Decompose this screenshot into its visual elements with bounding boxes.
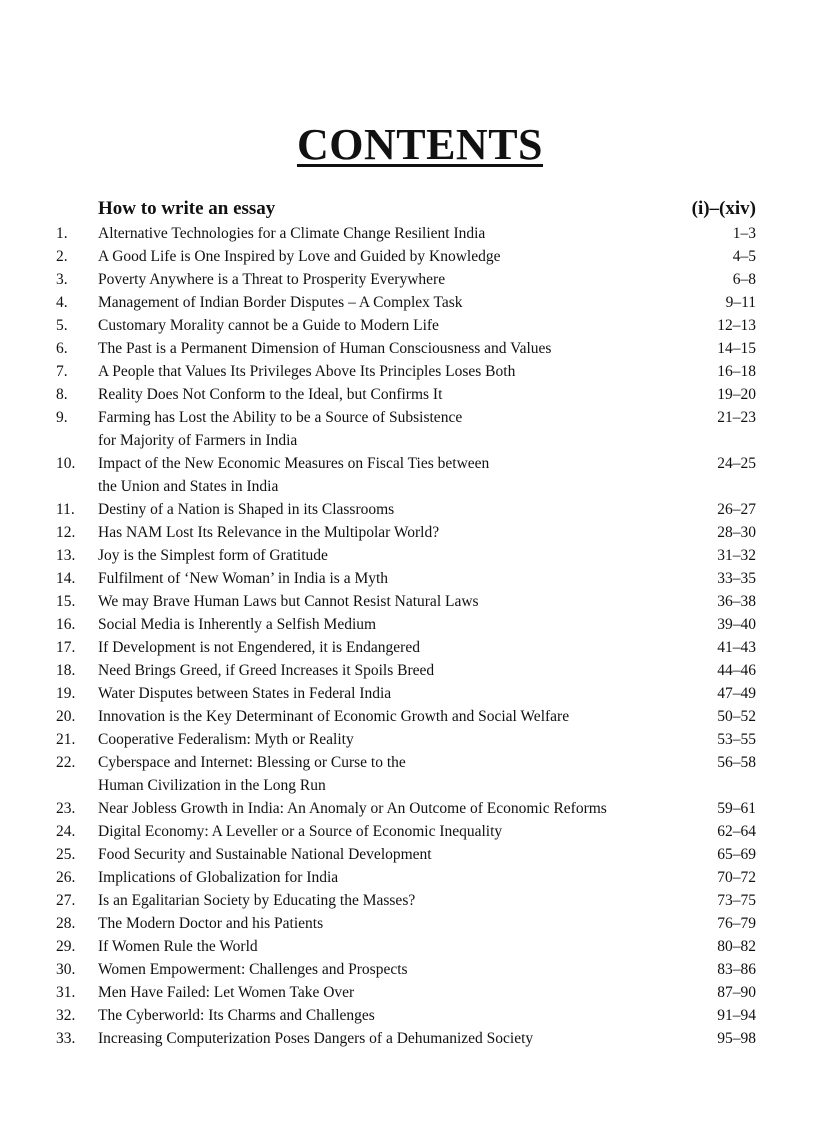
toc-entry-title	[98, 912, 666, 935]
toc-entry-title	[98, 314, 666, 337]
toc-entry-title	[98, 843, 666, 866]
toc-entry-title-line: Impact of the New Economic Measures on Fiscal Ties between	[98, 455, 490, 472]
toc-entry	[56, 406, 756, 452]
toc-entry-pages: 73–75	[717, 892, 756, 909]
toc-entry-number: 2.	[56, 248, 68, 265]
toc-entry-pages: 4–5	[732, 248, 756, 265]
toc-entry-title-line: We may Brave Human Laws but Cannot Resist Natural Laws	[98, 593, 479, 610]
toc-entry-title-line: If Development is not Engendered, it is Endangered	[98, 639, 420, 656]
toc-entry-number: 21.	[56, 731, 76, 748]
toc-entry	[56, 705, 756, 728]
toc-entry-pages: 87–90	[717, 984, 756, 1001]
toc-entry	[56, 383, 756, 406]
toc-entry-title	[98, 935, 666, 958]
toc-entry-number: 7.	[56, 363, 68, 380]
toc-entry-pages: 26–27	[717, 501, 756, 518]
toc-entry-title-line: Has NAM Lost Its Relevance in the Multipolar World?	[98, 524, 440, 541]
toc-entry-title-line: the Union and States in India	[98, 478, 279, 495]
toc-entry-title-line: Customary Morality cannot be a Guide to Modern Life	[98, 317, 439, 334]
toc-entry-number: 13.	[56, 547, 76, 564]
toc-entry	[56, 820, 756, 843]
toc-entry	[56, 337, 756, 360]
toc-entry-number: 24.	[56, 823, 76, 840]
toc-entry-number: 28.	[56, 915, 76, 932]
toc-entry-pages: 91–94	[717, 1007, 756, 1024]
toc-entry-title	[98, 820, 666, 843]
toc-entry	[56, 751, 756, 797]
toc-entry	[56, 613, 756, 636]
toc-entry-title	[98, 406, 666, 452]
toc-entry	[56, 728, 756, 751]
toc-entry-title	[98, 452, 666, 498]
toc-entry-pages: 95–98	[717, 1030, 756, 1047]
toc-entry	[56, 981, 756, 1004]
toc-entry-pages: 65–69	[717, 846, 756, 863]
toc-entry	[56, 659, 756, 682]
toc-entry-number: 14.	[56, 570, 76, 587]
toc-entry-title-line: If Women Rule the World	[98, 938, 258, 955]
toc-entry	[56, 682, 756, 705]
toc-entry-number: 17.	[56, 639, 76, 656]
toc-entry-title-line: Cyberspace and Internet: Blessing or Curse to the	[98, 754, 406, 771]
toc-entry-title-line: Management of Indian Border Disputes – A Complex Task	[98, 294, 463, 311]
toc-entry	[56, 958, 756, 981]
toc-entry-title-line: A People that Values Its Privileges Above Its Principles Loses Both	[98, 363, 516, 380]
toc-entry-title	[98, 567, 666, 590]
toc-entry-number: 33.	[56, 1030, 76, 1047]
toc-entry-number: 6.	[56, 340, 68, 357]
toc-entry-number: 32.	[56, 1007, 76, 1024]
toc-entry-pages: 59–61	[717, 800, 756, 817]
toc-entry-number: 3.	[56, 271, 68, 288]
toc-entry	[56, 935, 756, 958]
toc-entry-number: 1.	[56, 225, 68, 242]
toc-entry-list	[56, 222, 756, 1050]
toc-entry-pages: 21–23	[717, 409, 756, 426]
toc-entry	[56, 636, 756, 659]
toc-intro-pages: (i)–(xiv)	[691, 198, 756, 219]
toc-entry-title	[98, 889, 666, 912]
toc-entry-pages: 39–40	[717, 616, 756, 633]
toc-entry	[56, 521, 756, 544]
toc-entry-title	[98, 245, 666, 268]
toc-entry	[56, 245, 756, 268]
toc-entry-title	[98, 337, 666, 360]
toc-entry-title-line: The Modern Doctor and his Patients	[98, 915, 324, 932]
toc-entry	[56, 843, 756, 866]
toc-entry-number: 30.	[56, 961, 76, 978]
toc-entry-title-line: Digital Economy: A Leveller or a Source of Economic Inequality	[98, 823, 503, 840]
toc-entry-title	[98, 1027, 666, 1050]
toc-entry-pages: 33–35	[717, 570, 756, 587]
toc-entry-title	[98, 498, 666, 521]
toc-entry-pages: 83–86	[717, 961, 756, 978]
toc-entry-number: 10.	[56, 455, 76, 472]
toc-entry-title-line: Water Disputes between States in Federal India	[98, 685, 392, 702]
toc-entry	[56, 498, 756, 521]
toc-entry-title	[98, 544, 666, 567]
toc-entry-title	[98, 981, 666, 1004]
toc-entry-number: 15.	[56, 593, 76, 610]
toc-entry-pages: 36–38	[717, 593, 756, 610]
toc-entry-pages: 62–64	[717, 823, 756, 840]
toc-entry-title-line: Food Security and Sustainable National Development	[98, 846, 432, 863]
toc-entry-title-line: Alternative Technologies for a Climate Change Resilient India	[98, 225, 486, 242]
toc-entry-pages: 44–46	[717, 662, 756, 679]
toc-entry-title	[98, 866, 666, 889]
toc-entry	[56, 889, 756, 912]
toc-entry-number: 22.	[56, 754, 76, 771]
toc-entry-title	[98, 1004, 666, 1027]
toc-entry	[56, 452, 756, 498]
toc-entry-title	[98, 797, 666, 820]
toc-entry-title	[98, 360, 666, 383]
toc-entry-pages: 19–20	[717, 386, 756, 403]
toc-entry-title	[98, 268, 666, 291]
toc-entry	[56, 314, 756, 337]
toc-entry	[56, 797, 756, 820]
toc-entry-title-line: Increasing Computerization Poses Dangers of a Dehumanized Society	[98, 1030, 534, 1047]
toc-entry-pages: 47–49	[717, 685, 756, 702]
toc-entry-number: 5.	[56, 317, 68, 334]
toc-entry-pages: 41–43	[717, 639, 756, 656]
toc-entry-pages: 16–18	[717, 363, 756, 380]
toc-entry-title-line: Poverty Anywhere is a Threat to Prosperity Everywhere	[98, 271, 446, 288]
toc-entry-title	[98, 659, 666, 682]
toc-entry-title-line: Cooperative Federalism: Myth or Reality	[98, 731, 354, 748]
toc-entry	[56, 1004, 756, 1027]
toc-entry	[56, 360, 756, 383]
toc-entry-title	[98, 613, 666, 636]
toc-entry-number: 31.	[56, 984, 76, 1001]
toc-entry-number: 23.	[56, 800, 76, 817]
toc-entry-number: 18.	[56, 662, 76, 679]
toc-entry-title	[98, 705, 666, 728]
toc-entry-number: 29.	[56, 938, 76, 955]
toc-entry-number: 25.	[56, 846, 76, 863]
toc-entry-number: 26.	[56, 869, 76, 886]
toc-entry	[56, 590, 756, 613]
toc-entry-title-line: The Past is a Permanent Dimension of Human Consciousness and Values	[98, 340, 552, 357]
toc-entry-number: 19.	[56, 685, 76, 702]
toc-entry-pages: 6–8	[732, 271, 756, 288]
toc-entry	[56, 222, 756, 245]
toc-entry-title	[98, 751, 666, 797]
toc-entry-number: 8.	[56, 386, 68, 403]
toc-entry-pages: 31–32	[717, 547, 756, 564]
toc-entry-title-line: Human Civilization in the Long Run	[98, 777, 326, 794]
toc-entry-title-line: Innovation is the Key Determinant of Economic Growth and Social Welfare	[98, 708, 570, 725]
table-of-contents	[56, 196, 756, 1050]
toc-entry	[56, 544, 756, 567]
toc-entry-title	[98, 383, 666, 406]
toc-entry-number: 4.	[56, 294, 68, 311]
toc-entry-title-line: Social Media is Inherently a Selfish Medium	[98, 616, 377, 633]
toc-entry	[56, 268, 756, 291]
toc-entry-pages: 1–3	[732, 225, 756, 242]
toc-entry-number: 27.	[56, 892, 76, 909]
toc-entry-title-line: Implications of Globalization for India	[98, 869, 339, 886]
toc-intro-row	[56, 196, 756, 222]
toc-entry	[56, 567, 756, 590]
toc-entry-title-line: A Good Life is One Inspired by Love and Guided by Knowledge	[98, 248, 501, 265]
toc-entry-title-line: Near Jobless Growth in India: An Anomaly or An Outcome of Economic Reforms	[98, 800, 607, 817]
toc-entry-title	[98, 958, 666, 981]
toc-entry-title	[98, 222, 666, 245]
toc-entry-title-line: The Cyberworld: Its Charms and Challenges	[98, 1007, 375, 1024]
toc-entry-pages: 50–52	[717, 708, 756, 725]
toc-entry	[56, 1027, 756, 1050]
toc-entry-number: 20.	[56, 708, 76, 725]
page-title: CONTENTS	[296, 120, 544, 170]
toc-entry-title	[98, 636, 666, 659]
toc-entry-pages: 80–82	[717, 938, 756, 955]
toc-entry-title-line: Reality Does Not Conform to the Ideal, but Confirms It	[98, 386, 443, 403]
toc-entry-title	[98, 728, 666, 751]
toc-entry-pages: 70–72	[717, 869, 756, 886]
toc-entry-pages: 12–13	[717, 317, 756, 334]
toc-entry-number: 12.	[56, 524, 76, 541]
toc-entry-title-line: Joy is the Simplest form of Gratitude	[98, 547, 328, 564]
toc-entry-title-line: Need Brings Greed, if Greed Increases it Spoils Breed	[98, 662, 435, 679]
toc-entry-number: 16.	[56, 616, 76, 633]
toc-entry-title	[98, 682, 666, 705]
toc-entry-title-line: for Majority of Farmers in India	[98, 432, 298, 449]
toc-entry-title	[98, 521, 666, 544]
toc-entry-pages: 14–15	[717, 340, 756, 357]
toc-entry	[56, 866, 756, 889]
toc-entry-number: 9.	[56, 409, 68, 426]
toc-entry-pages: 9–11	[725, 294, 756, 311]
toc-intro-title: How to write an essay	[98, 198, 276, 219]
toc-entry-title-line: Men Have Failed: Let Women Take Over	[98, 984, 355, 1001]
toc-entry-pages: 56–58	[717, 754, 756, 771]
toc-entry	[56, 912, 756, 935]
toc-entry-pages: 24–25	[717, 455, 756, 472]
toc-entry-pages: 53–55	[717, 731, 756, 748]
toc-entry-title-line: Is an Egalitarian Society by Educating the Masses?	[98, 892, 416, 909]
toc-entry-title-line: Destiny of a Nation is Shaped in its Classrooms	[98, 501, 395, 518]
toc-entry-pages: 76–79	[717, 915, 756, 932]
toc-entry-title-line: Farming has Lost the Ability to be a Source of Subsistence	[98, 409, 463, 426]
toc-entry-title-line: Fulfilment of ‘New Woman’ in India is a Myth	[98, 570, 389, 587]
toc-entry	[56, 291, 756, 314]
toc-entry-title	[98, 590, 666, 613]
toc-entry-title	[98, 291, 666, 314]
toc-entry-pages: 28–30	[717, 524, 756, 541]
toc-entry-number: 11.	[56, 501, 75, 518]
toc-entry-title-line: Women Empowerment: Challenges and Prospects	[98, 961, 408, 978]
